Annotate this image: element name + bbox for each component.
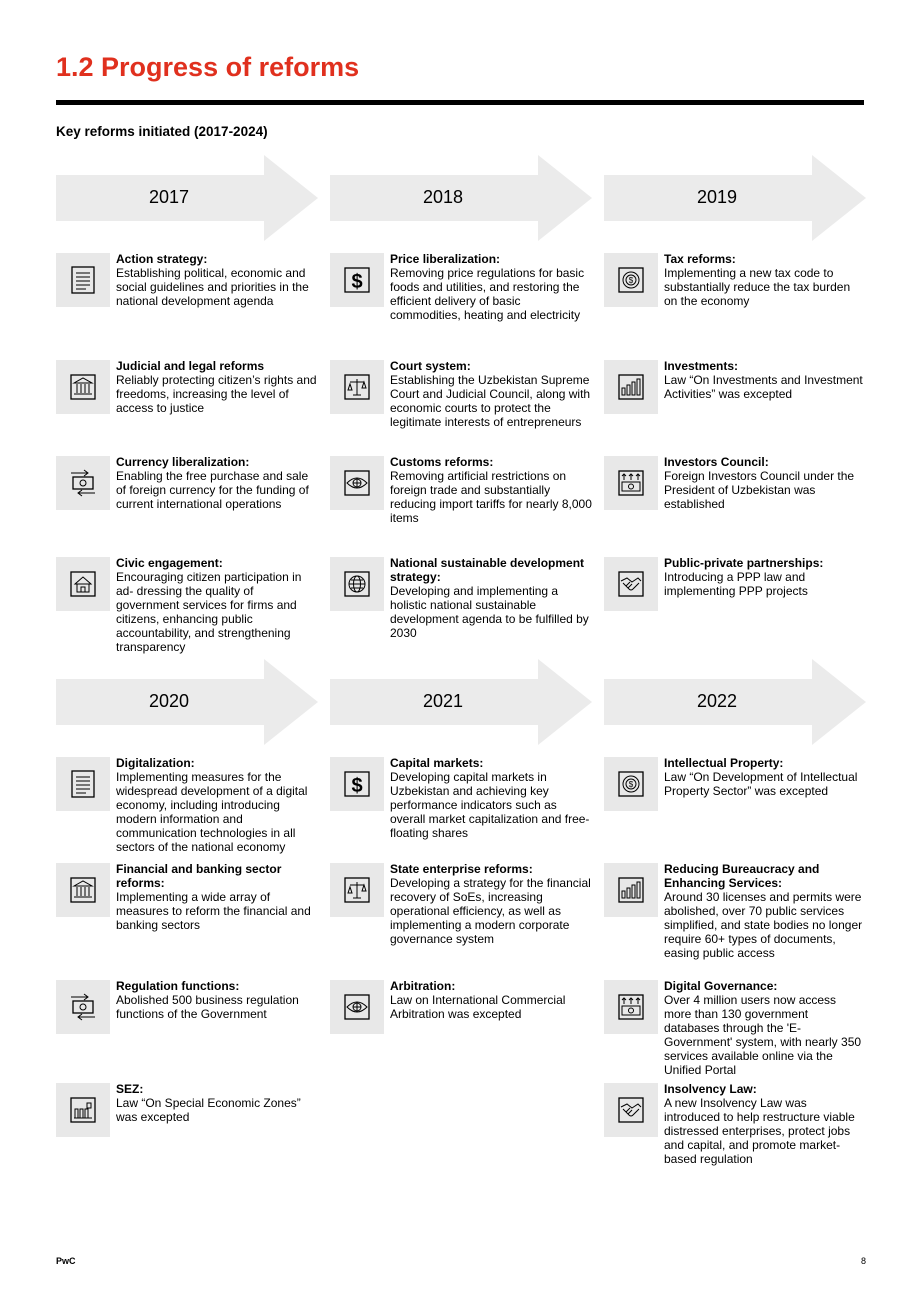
reform-description: A new Insolvency Law was introduced to help restructure viable distressed enterprises, protect jobs and capital, and promote market-based regulation <box>664 1096 855 1166</box>
factory-icon <box>56 1083 110 1137</box>
reform-description: Developing a strategy for the financial recovery of SoEs, increasing operational efficiency, as well as implementing a modern corporate governance system <box>390 876 591 946</box>
svg-text:$: $ <box>351 775 363 797</box>
reform-title: Civic engagement: <box>116 556 223 570</box>
reform-description: Reliably protecting citizen’s rights and freedoms, increasing the level of access to justice <box>116 373 317 415</box>
dollar-icon <box>330 757 384 811</box>
reform-title: Digital Governance: <box>664 979 778 993</box>
year-label: 2018 <box>422 187 464 207</box>
year-label: 2020 <box>148 691 190 711</box>
reform-description: Law “On Special Economic Zones” was excepted <box>116 1096 301 1124</box>
reform-title: Tax reforms: <box>664 252 736 266</box>
year-label: 2021 <box>422 691 464 711</box>
investment-growth-icon <box>604 980 658 1034</box>
coin-cycle-icon <box>604 757 658 811</box>
eye-icon <box>330 980 384 1034</box>
courthouse-icon <box>56 863 110 917</box>
reform-title: Action strategy: <box>116 252 208 266</box>
reform-description: Implementing measures for the widespread development of a digital economy, including introducing modern information and communication technologies in all sectors of the national economy <box>116 770 308 854</box>
year-arrow-2018 <box>330 155 592 241</box>
document-icon <box>56 253 110 307</box>
year-arrow-2019 <box>604 155 866 241</box>
bar-chart-icon <box>604 863 658 917</box>
year-arrow-2021 <box>330 659 592 745</box>
bar-chart-icon <box>604 360 658 414</box>
year-label: 2022 <box>696 691 738 711</box>
reform-description: Enabling the free purchase and sale of foreign currency for the funding of current international operations <box>116 469 309 511</box>
page-title: 1.2 Progress of reforms <box>56 52 360 82</box>
reform-description: Encouraging citizen participation in ad- dressing the quality of government services for firms and citizens, enhancing public accountability, and strengthening transparency <box>116 570 302 654</box>
reform-title: Public-private partnerships: <box>664 556 824 570</box>
reform-description: Law “On Development of Intellectual Property Sector” was excepted <box>664 770 858 798</box>
reform-description: Implementing a wide array of measures to reform the financial and banking sectors <box>116 890 311 932</box>
year-arrow-2020 <box>56 659 318 745</box>
reform-title: Financial and banking sector reforms: <box>116 862 282 890</box>
reform-description: Introducing a PPP law and implementing PPP projects <box>664 570 808 598</box>
year-label: 2019 <box>696 187 738 207</box>
reform-title: Price liberalization: <box>390 252 501 266</box>
dollar-icon <box>330 253 384 307</box>
reform-description: Law on International Commercial Arbitration was excepted <box>390 993 566 1021</box>
reform-title: Intellectual Property: <box>664 756 784 770</box>
reform-title: Capital markets: <box>390 756 484 770</box>
reform-title: SEZ: <box>116 1082 144 1096</box>
reform-title: State enterprise reforms: <box>390 862 533 876</box>
reform-title: Regulation functions: <box>116 979 240 993</box>
reform-description: Establishing the Uzbekistan Supreme Court and Judicial Council, along with economic courts to protect the legitimate interests of entrepreneurs <box>390 373 591 429</box>
year-row-bottom <box>56 659 864 745</box>
investment-growth-icon <box>604 456 658 510</box>
reform-title: Digitalization: <box>116 756 195 770</box>
footer-brand: PwC <box>56 1256 76 1266</box>
reform-description: Developing capital markets in Uzbekistan and achieving key performance indicators such as overall market capitalization and free-floating shares <box>390 770 590 840</box>
house-icon <box>56 557 110 611</box>
page-number: 8 <box>860 1256 866 1266</box>
reform-title: Insolvency Law: <box>664 1082 757 1096</box>
year-arrow-2017 <box>56 155 318 241</box>
reform-title: Judicial and legal reforms <box>116 359 265 373</box>
svg-text:$: $ <box>628 780 634 789</box>
eye-icon <box>330 456 384 510</box>
reform-title: Customs reforms: <box>390 455 494 469</box>
svg-text:$: $ <box>351 271 363 293</box>
svg-text:$: $ <box>628 276 634 285</box>
reform-title: Investors Council: <box>664 455 769 469</box>
reform-description: Implementing a new tax code to substantially reduce the tax burden on the economy <box>664 266 851 308</box>
reform-description: Abolished 500 business regulation functions of the Government <box>116 993 299 1021</box>
reform-description: Foreign Investors Council under the President of Uzbekistan was established <box>664 469 855 511</box>
scales-icon <box>330 863 384 917</box>
year-row-top <box>56 155 864 241</box>
reform-description: Around 30 licenses and permits were abolished, over 70 public services simplified, and state bodies no longer require 60+ types of documents, easing public access <box>664 890 863 960</box>
reform-description: Law “On Investments and Investment Activities” was excepted <box>664 373 863 401</box>
reform-title: Arbitration: <box>390 979 456 993</box>
section-subtitle: Key reforms initiated (2017-2024) <box>56 124 268 139</box>
globe-icon <box>330 557 384 611</box>
document-icon <box>56 757 110 811</box>
reform-title: Reducing Bureaucracy and Enhancing Services: <box>664 862 820 890</box>
reform-description: Removing artificial restrictions on foreign trade and substantially reducing import tariffs for nearly 8,000 items <box>390 469 592 525</box>
currency-exchange-icon <box>56 456 110 510</box>
reform-description: Removing price regulations for basic foods and utilities, and restoring the efficient delivery of basic commodities, heating and electricity <box>390 266 585 322</box>
year-label: 2017 <box>148 187 190 207</box>
handshake-icon <box>604 557 658 611</box>
reform-title: National sustainable development strategy: <box>390 556 585 584</box>
reform-description: Developing and implementing a holistic national sustainable development agenda to be fulfilled by 2030 <box>390 584 589 640</box>
courthouse-icon <box>56 360 110 414</box>
reform-description: Over 4 million users now access more than 130 government databases through the 'E-Government' system, with nearly 350 services available online via the Unified Portal <box>664 993 862 1077</box>
handshake-icon <box>604 1083 658 1137</box>
reform-title: Currency liberalization: <box>116 455 250 469</box>
title-rule <box>56 100 864 105</box>
reform-title: Investments: <box>664 359 739 373</box>
coin-cycle-icon <box>604 253 658 307</box>
scales-icon <box>330 360 384 414</box>
currency-exchange-icon <box>56 980 110 1034</box>
reform-title: Court system: <box>390 359 471 373</box>
year-arrow-2022 <box>604 659 866 745</box>
reform-description: Establishing political, economic and social guidelines and priorities in the national development agenda <box>116 266 309 308</box>
